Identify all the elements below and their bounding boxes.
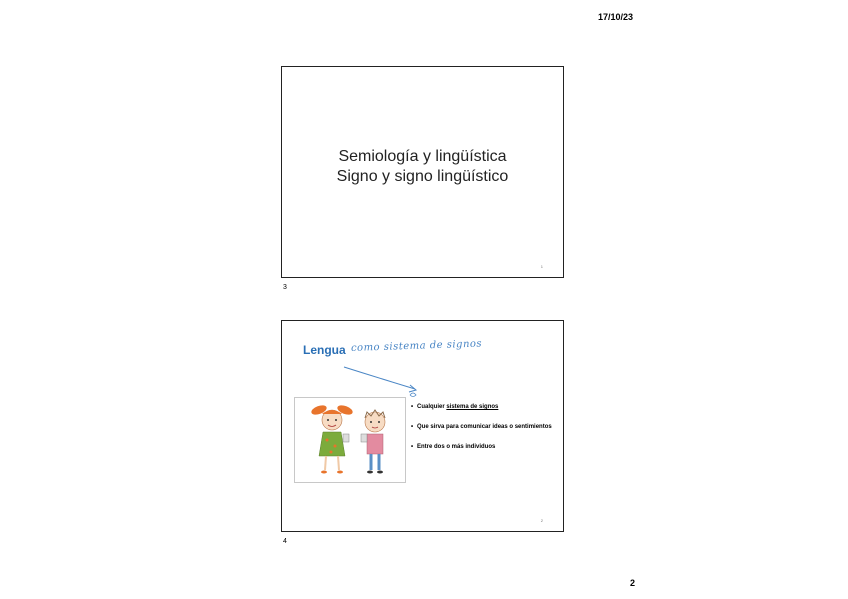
slide-thumbnail-4 bbox=[281, 320, 564, 532]
bullet-item: • Entre dos o más individuos bbox=[411, 443, 561, 451]
document-date: 17/10/23 bbox=[598, 12, 634, 22]
bullet-list bbox=[411, 403, 561, 463]
handwritten-annotation: como sistema de signos bbox=[350, 338, 483, 354]
slide-label-3: 3 bbox=[283, 284, 287, 291]
children-drawing-icon bbox=[295, 398, 405, 482]
slide-inner-number: 2 bbox=[540, 518, 543, 523]
slide-title bbox=[282, 147, 563, 187]
slide-inner-number: 1 bbox=[540, 264, 543, 269]
slide-title-line2: Signo y signo lingüístico bbox=[336, 168, 509, 185]
bullet-item bbox=[411, 403, 561, 411]
slide-label-4: 4 bbox=[283, 538, 287, 545]
page-number: 2 bbox=[630, 578, 636, 588]
slide-title-line1: Semiología y lingüística bbox=[338, 148, 507, 165]
bullet-underlined-text: sistema de signos bbox=[446, 404, 499, 410]
bullet-text: Cualquier bbox=[417, 404, 447, 410]
slide-heading: Lengua bbox=[303, 343, 346, 357]
children-illustration bbox=[294, 397, 406, 483]
bullet-item: • Que sirva para comunicar ideas o sentimientos bbox=[411, 423, 561, 431]
slide-thumbnail-3 bbox=[281, 66, 564, 278]
